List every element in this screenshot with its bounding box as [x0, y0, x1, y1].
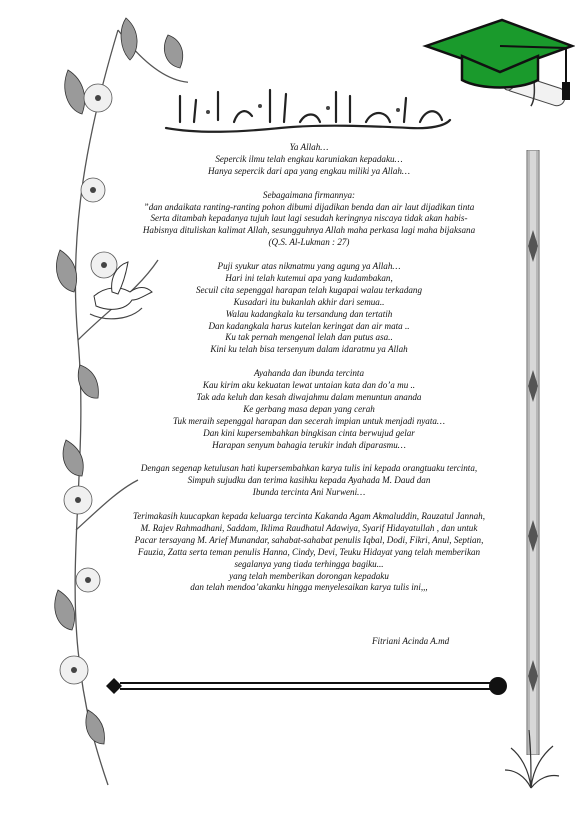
text-line: Dan kadangkala harus kutelan keringat dan air mata .. [208, 320, 410, 331]
text-line: Hari ini telah kutemui apa yang kudambakan, [225, 272, 393, 283]
text-line: (Q.S. Al-Lukman : 27) [268, 237, 350, 248]
text-line: Hanya sepercik dari apa yang engkau miliki ya Allah… [207, 165, 411, 176]
text-line: Fauzia, Zatta serta teman penulis Hanna, Cindy, Devi, Teuku Hidayat yang telah memberikan [137, 546, 481, 557]
text-line: Dengan segenap ketulusan hati kupersembahkan karya tulis ini kepada orangtuaku tercinta, [140, 463, 478, 474]
dedication-stanza [92, 463, 526, 499]
text-line: dan telah mendoa’akanku hingga menyelesaikan karya tulis ini,,, [190, 582, 428, 593]
text-line: Sebagaimana firmannya: [262, 189, 356, 200]
text-line: Serta ditambah kepadanya tujuh laut lagi sesudah keringnya niscaya tidak akan habis- [150, 213, 468, 224]
text-line: Sepercik ilmu telah engkau karuniakan kepadaku… [215, 153, 403, 164]
text-line: segalanya yang tiada terhingga bagiku... [234, 558, 384, 569]
arabic-calligraphy-icon [160, 82, 455, 140]
text-line: Ibunda tercinta Ani Nurweni… [252, 487, 366, 498]
gratitude-stanza [92, 261, 526, 356]
text-line: M. Rajev Rahmadhani, Saddam, Iklima Raudhatul Adawiya, Syarif Hidayatullah , dan untuk [140, 522, 478, 533]
text-line: Kini ku telah bisa tersenyum dalam idaratmu ya Allah [210, 344, 408, 355]
text-line: Terimakasih kuucapkan kepada keluarga tercinta Kakanda Agam Akmaluddin, Rauzatul Jannah, [133, 511, 485, 522]
graduation-cap-icon [420, 14, 575, 134]
text-line: Ke gerbang masa depan yang cerah [243, 403, 375, 414]
text-line: Secuil cita sepenggal harapan telah kugapai walau terkadang [195, 284, 423, 295]
text-line: Kusadari itu bukanlah akhir dari semua.. [233, 296, 385, 307]
quran-quote-stanza [92, 190, 526, 250]
text-line: Ayahanda dan ibunda tercinta [253, 368, 365, 379]
text-line: Dan kini kupersembahkan bingkisan cinta berwujud gelar [203, 427, 415, 438]
text-line: yang telah memberikan dorongan kepadaku [229, 570, 389, 581]
signature: Fitriani Acinda A.md [372, 636, 450, 646]
text-line: Tak ada keluh dan kesah diwajahmu dalam menuntun ananda [196, 391, 422, 402]
text-line: Walau kadangkala ku tersandung dan tertatih [225, 308, 393, 319]
dedication-text [92, 142, 526, 606]
text-line: Pacar tersayang M. Arief Munandar, sahabat-sahabat penulis Iqbal, Dodi, Fikri, Anul, Septian, [134, 534, 484, 545]
text-line: ”dan andaikata ranting-ranting pohon dibumi dijadikan benda dan air laut dijadikan tinta [143, 201, 475, 212]
text-line: Harapan senyum bahagia terukir indah diparasmu… [212, 439, 406, 450]
parents-stanza [92, 368, 526, 451]
text-line: Ya Allah… [289, 142, 329, 152]
text-line: Simpuh sujudku dan terima kasihku kepada Ayahada M. Daud dan [187, 475, 431, 486]
divider-icon [104, 676, 508, 696]
text-line: Kau kirim aku kekuatan lewat untaian kata dan do’a mu .. [202, 380, 416, 391]
thanks-stanza [92, 511, 526, 594]
text-line: Habisnya dituliskan kalimat Allah, sesungguhnya Allah maha perkasa lagi maha bijaksana [142, 225, 476, 236]
text-line: Ku tak pernah mengenal lelah dan putus asa.. [225, 332, 393, 343]
ornamental-bar-icon [526, 150, 540, 755]
text-line: Puji syukur atas nikmatmu yang agung ya Allah… [217, 261, 401, 272]
grass-icon [501, 720, 561, 790]
text-line: Tuk meraih sepenggal harapan dan secerah impian untuk menjadi nyata… [172, 415, 446, 426]
opening-stanza [92, 142, 526, 178]
